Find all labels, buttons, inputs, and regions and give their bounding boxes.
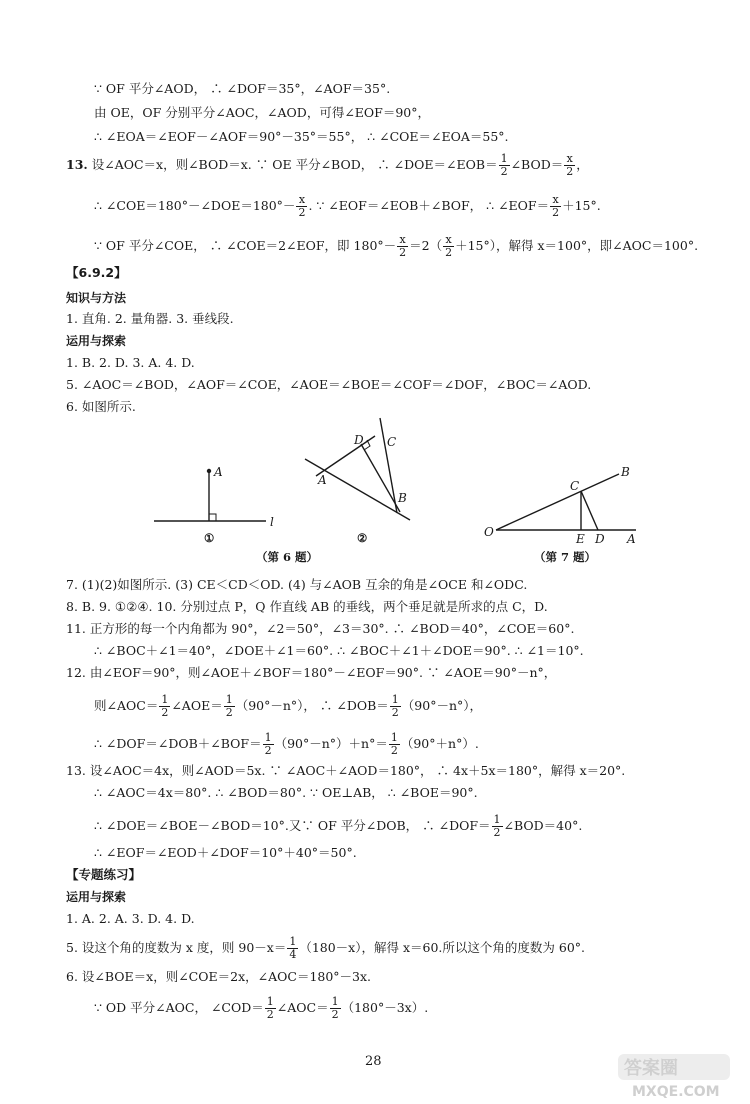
caption-figure-7: （第 7 题） bbox=[534, 550, 597, 564]
text-line bbox=[94, 996, 428, 1021]
denominator: 2 bbox=[399, 246, 407, 259]
text-line bbox=[94, 694, 482, 719]
point-a bbox=[207, 469, 211, 473]
text-span: ∠BOD＝ bbox=[510, 157, 564, 172]
text-span: ∴ ∠COE＝180°－∠DOE＝180°－ bbox=[94, 198, 296, 213]
page-number: 28 bbox=[365, 1054, 382, 1069]
text-line: ∵ OF 平分∠AOD， ∴ ∠DOF＝35°，∠AOF＝35°. bbox=[94, 81, 391, 96]
label-d: D bbox=[354, 433, 364, 447]
numerator: 1 bbox=[331, 995, 339, 1008]
text-span: （90°－n°）， bbox=[401, 698, 483, 713]
figure-6-1 bbox=[154, 465, 274, 545]
figure-7 bbox=[484, 465, 636, 546]
section-title: 【6.9.2】 bbox=[66, 265, 127, 280]
numerator: 1 bbox=[266, 995, 274, 1008]
denominator: 2 bbox=[225, 706, 233, 719]
text-span: ＋15°. bbox=[562, 198, 601, 213]
text-span: 则∠AOC＝ bbox=[94, 698, 159, 713]
fraction bbox=[159, 694, 170, 719]
fraction bbox=[263, 732, 274, 757]
text-span: （90°－n°）， ∴ ∠DOB＝ bbox=[235, 698, 389, 713]
figure-number-1: ① bbox=[204, 531, 215, 545]
numerator: x bbox=[296, 194, 307, 207]
denominator: 4 bbox=[289, 948, 297, 961]
fraction bbox=[296, 194, 307, 219]
text-span: ∠AOE＝ bbox=[171, 698, 223, 713]
numerator: x bbox=[443, 234, 454, 247]
denominator: 2 bbox=[445, 246, 453, 259]
text-span: . ∵ ∠EOF＝∠EOB＋∠BOF， ∴ ∠EOF＝ bbox=[308, 198, 550, 213]
denominator: 2 bbox=[298, 206, 306, 219]
watermark-logo bbox=[610, 1050, 740, 1100]
svg-text:MXQE.COM: MXQE.COM bbox=[632, 1084, 720, 1100]
text-line bbox=[94, 814, 582, 839]
numerator: x bbox=[564, 153, 575, 166]
section-title: 【专题练习】 bbox=[66, 867, 142, 882]
answer-line: 1. 直角. 2. 量角器. 3. 垂线段. bbox=[66, 311, 234, 326]
fraction bbox=[564, 153, 575, 178]
text-line bbox=[94, 194, 601, 219]
fraction bbox=[224, 694, 235, 719]
numerator: 1 bbox=[493, 813, 501, 826]
caption-figure-6: （第 6 题） bbox=[256, 550, 319, 564]
text-span: （90°－n°）＋n°＝ bbox=[274, 736, 388, 751]
fraction bbox=[499, 153, 510, 178]
answer-line: 12. 由∠EOF＝90°，则∠AOE＋∠BOF＝180°－∠EOF＝90°. ∵ ∠AOE＝90°－n°， bbox=[66, 665, 557, 680]
fraction bbox=[443, 234, 454, 259]
denominator: 2 bbox=[500, 165, 508, 178]
numerator: 1 bbox=[500, 152, 508, 165]
fraction bbox=[265, 996, 276, 1021]
label-o: O bbox=[484, 525, 494, 539]
answer-line: 13. 设∠AOC＝4x，则∠AOD＝5x. ∵ ∠AOC＋∠AOD＝180°， ∴ 4x＋5x＝180°，解得 x＝20°. bbox=[66, 763, 626, 778]
text-span: ∴ ∠DOE＝∠BOE－∠BOD＝10°.又∵ OF 平分∠DOB， ∴ ∠DOF＝ bbox=[94, 818, 491, 833]
text-span: ∠BOD＝40°. bbox=[503, 818, 583, 833]
text-line: 由 OE，OF 分别平分∠AOC，∠AOD，可得∠EOF＝90°， bbox=[94, 105, 430, 120]
fraction bbox=[550, 194, 561, 219]
denominator: 2 bbox=[552, 206, 560, 219]
denominator: 2 bbox=[493, 826, 501, 839]
denominator: 2 bbox=[266, 1008, 274, 1021]
label-a: A bbox=[627, 532, 636, 546]
numerator: x bbox=[550, 194, 561, 207]
text-span: 设∠AOC＝x，则∠BOD＝x. ∵ OE 平分∠BOD， ∴ ∠DOE＝∠EOB＝ bbox=[87, 157, 498, 172]
subsection-title: 运用与探索 bbox=[66, 890, 127, 904]
label-e: E bbox=[576, 532, 585, 546]
denominator: 2 bbox=[391, 706, 399, 719]
line-ad bbox=[316, 436, 375, 476]
label-d: D bbox=[595, 532, 605, 546]
text-line bbox=[94, 732, 479, 757]
answer-line: 7. (1)(2)如图所示. (3) CE＜CD＜OD. (4) 与∠AOB 互余的角是∠OCE 和∠ODC. bbox=[66, 577, 528, 592]
figures-group bbox=[140, 410, 660, 570]
numerator: 1 bbox=[225, 693, 233, 706]
denominator: 2 bbox=[331, 1008, 339, 1021]
numerator: 1 bbox=[391, 693, 399, 706]
denominator: 2 bbox=[264, 744, 272, 757]
line-ab bbox=[305, 459, 410, 520]
denominator: 2 bbox=[566, 165, 574, 178]
numerator: 1 bbox=[264, 731, 272, 744]
text-span: ＋15°），解得 x＝100°，即∠AOC＝100°. bbox=[455, 238, 699, 253]
label-b: B bbox=[398, 491, 407, 505]
text-span: （90°＋n°）. bbox=[400, 736, 479, 751]
segment-cd bbox=[581, 491, 598, 530]
fraction bbox=[397, 234, 408, 259]
text-line bbox=[94, 234, 698, 259]
svg-text:答案圈: 答案圈 bbox=[624, 1058, 678, 1079]
label-c: C bbox=[387, 435, 397, 449]
text-span: ∵ OD 平分∠AOC， ∠COD＝ bbox=[94, 1000, 264, 1015]
text-span: ∵ OF 平分∠COE， ∴ ∠COE＝2∠EOF，即 180°－ bbox=[94, 238, 397, 253]
label-a: A bbox=[318, 473, 327, 487]
answer-line: 5. ∠AOC＝∠BOD，∠AOF＝∠COE，∠AOE＝∠BOE＝∠COF＝∠DOF，∠BOC＝∠AOD. bbox=[66, 377, 592, 392]
numerator: x bbox=[397, 234, 408, 247]
text-line: ∴ ∠EOF＝∠EOD＋∠DOF＝10°＋40°＝50°. bbox=[94, 845, 357, 860]
numerator: 1 bbox=[390, 731, 398, 744]
figure-6-2 bbox=[305, 418, 410, 545]
denominator: 2 bbox=[390, 744, 398, 757]
fraction bbox=[390, 694, 401, 719]
answer-line: 11. 正方形的每一个内角都为 90°，∠2＝50°，∠3＝30°. ∴ ∠BOD＝40°，∠COE＝60°. bbox=[66, 621, 575, 636]
fraction bbox=[492, 814, 503, 839]
numerator: 1 bbox=[161, 693, 169, 706]
line-db bbox=[361, 444, 400, 512]
problem-13-line bbox=[66, 153, 589, 178]
subsection-title: 运用与探索 bbox=[66, 334, 127, 348]
text-span: ， bbox=[576, 157, 589, 172]
text-span: 5. 设这个角的度数为 x 度，则 90－x＝ bbox=[66, 940, 287, 955]
answer-line: 1. B. 2. D. 3. A. 4. D. bbox=[66, 355, 195, 370]
answer-line: 8. B. 9. ①②④. 10. 分别过点 P，Q 作直线 AB 的垂线，两个垂足就是所求的点 C，D. bbox=[66, 599, 548, 614]
answer-line bbox=[66, 936, 585, 961]
text-span: （180－x），解得 x＝60.所以这个角的度数为 60°. bbox=[299, 940, 585, 955]
answer-line: 6. 如图所示. bbox=[66, 399, 136, 414]
text-line: ∴ ∠BOC＋∠1＝40°，∠DOE＋∠1＝60°. ∴ ∠BOC＋∠1＋∠DOE＝90°. ∴ ∠1＝10°. bbox=[94, 643, 584, 658]
label-a: A bbox=[214, 465, 223, 479]
answer-line: 6. 设∠BOE＝x，则∠COE＝2x，∠AOC＝180°－3x. bbox=[66, 969, 372, 984]
line-cb bbox=[380, 418, 397, 513]
text-line: ∴ ∠AOC＝4x＝80°. ∴ ∠BOD＝80°. ∵ OE⊥AB， ∴ ∠BOE＝90°. bbox=[94, 785, 478, 800]
fraction bbox=[330, 996, 341, 1021]
fraction bbox=[389, 732, 400, 757]
text-span: ∴ ∠DOF＝∠DOB＋∠BOF＝ bbox=[94, 736, 262, 751]
label-b: B bbox=[621, 465, 630, 479]
text-span: （180°－3x）. bbox=[341, 1000, 429, 1015]
label-c: C bbox=[570, 479, 580, 493]
subsection-title: 知识与方法 bbox=[66, 291, 127, 305]
figure-number-2: ② bbox=[357, 531, 368, 545]
label-l: l bbox=[270, 515, 274, 529]
right-angle-mark bbox=[209, 514, 216, 521]
text-span: ∠AOC＝ bbox=[276, 1000, 329, 1015]
numerator: 1 bbox=[289, 935, 297, 948]
denominator: 2 bbox=[161, 706, 169, 719]
fraction bbox=[287, 936, 298, 961]
problem-number: 13. bbox=[66, 157, 88, 172]
text-line: ∴ ∠EOA＝∠EOF－∠AOF＝90°－35°＝55°， ∴ ∠COE＝∠EOA＝55°. bbox=[94, 129, 509, 144]
answer-line: 1. A. 2. A. 3. D. 4. D. bbox=[66, 911, 195, 926]
ray-ob bbox=[496, 474, 619, 530]
text-span: ＝2（ bbox=[409, 238, 443, 253]
